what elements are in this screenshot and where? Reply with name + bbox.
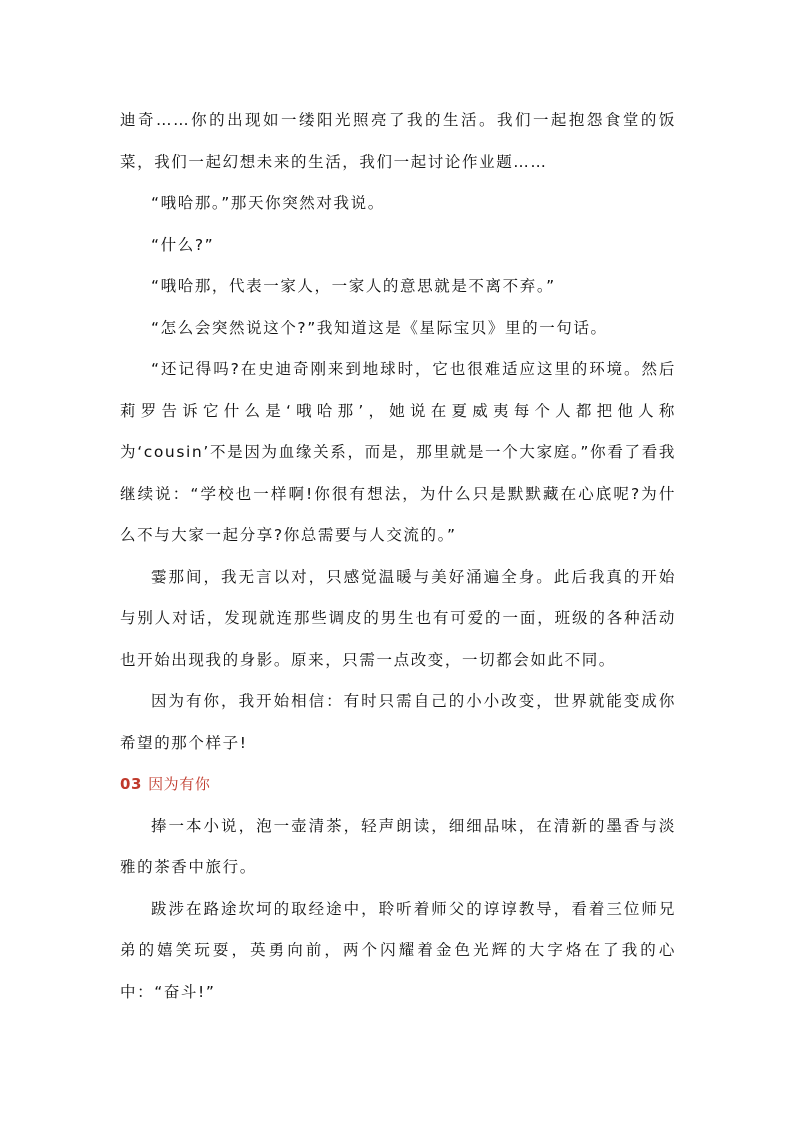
paragraph-dialogue-ohana: “哦哈那。”那天你突然对我说。	[151, 194, 385, 212]
section-heading	[120, 764, 676, 806]
paragraph-change: 霎那间，我无言以对，只感觉温暖与美好涌遍全身。此后我真的开始与别人对话，发现就连那些调皮的男生也有可爱的一面，班级的各种活动也开始出现我的身影。原来，只需一点改变，一切都会如此不同。	[120, 567, 676, 669]
paragraph-dialogue-what: “什么?”	[151, 235, 215, 254]
paragraph-believe: 因为有你，我开始相信：有时只需自己的小小改变，世界就能变成你希望的那个样子!	[120, 692, 676, 752]
paragraph-continuation: 迪奇……你的出现如一缕阳光照亮了我的生活。我们一起抱怨食堂的饭菜，我们一起幻想未来的生活，我们一起讨论作业题……	[120, 111, 676, 171]
paragraph-dialogue-why: “怎么会突然说这个?”我知道这是《星际宝贝》里的一句话。	[151, 318, 608, 337]
paragraph-reading: 捧一本小说，泡一壶清茶，轻声朗读，细细品味，在清新的墨香与淡雅的茶香中旅行。	[120, 816, 676, 876]
section-title: 因为有你	[148, 775, 211, 793]
section-number: 03	[120, 775, 143, 793]
paragraph-remember: “还记得吗?在史迪奇刚来到地球时，它也很难适应这里的环境。然后莉罗告诉它什么是‘哦哈那’，她说在夏威夷每个人都把他人称为‘cousin’不是因为血缘关系，而是，那里就是一个大家庭。”你看了看我继续说：“学校也一样啊!你很有想法，为什么只是默默藏在心底呢?为什么不与大家一起分享?你总需要与人交流的。”	[120, 360, 676, 544]
document-page	[120, 100, 676, 1013]
paragraph-journey: 跋涉在路途坎坷的取经途中，聆听着师父的谆谆教导，看着三位师兄弟的嬉笑玩耍，英勇向前，两个闪耀着金色光辉的大字烙在了我的心中：“奋斗!”	[120, 899, 676, 1001]
paragraph-dialogue-meaning: “哦哈那，代表一家人，一家人的意思就是不离不弃。”	[151, 277, 556, 295]
